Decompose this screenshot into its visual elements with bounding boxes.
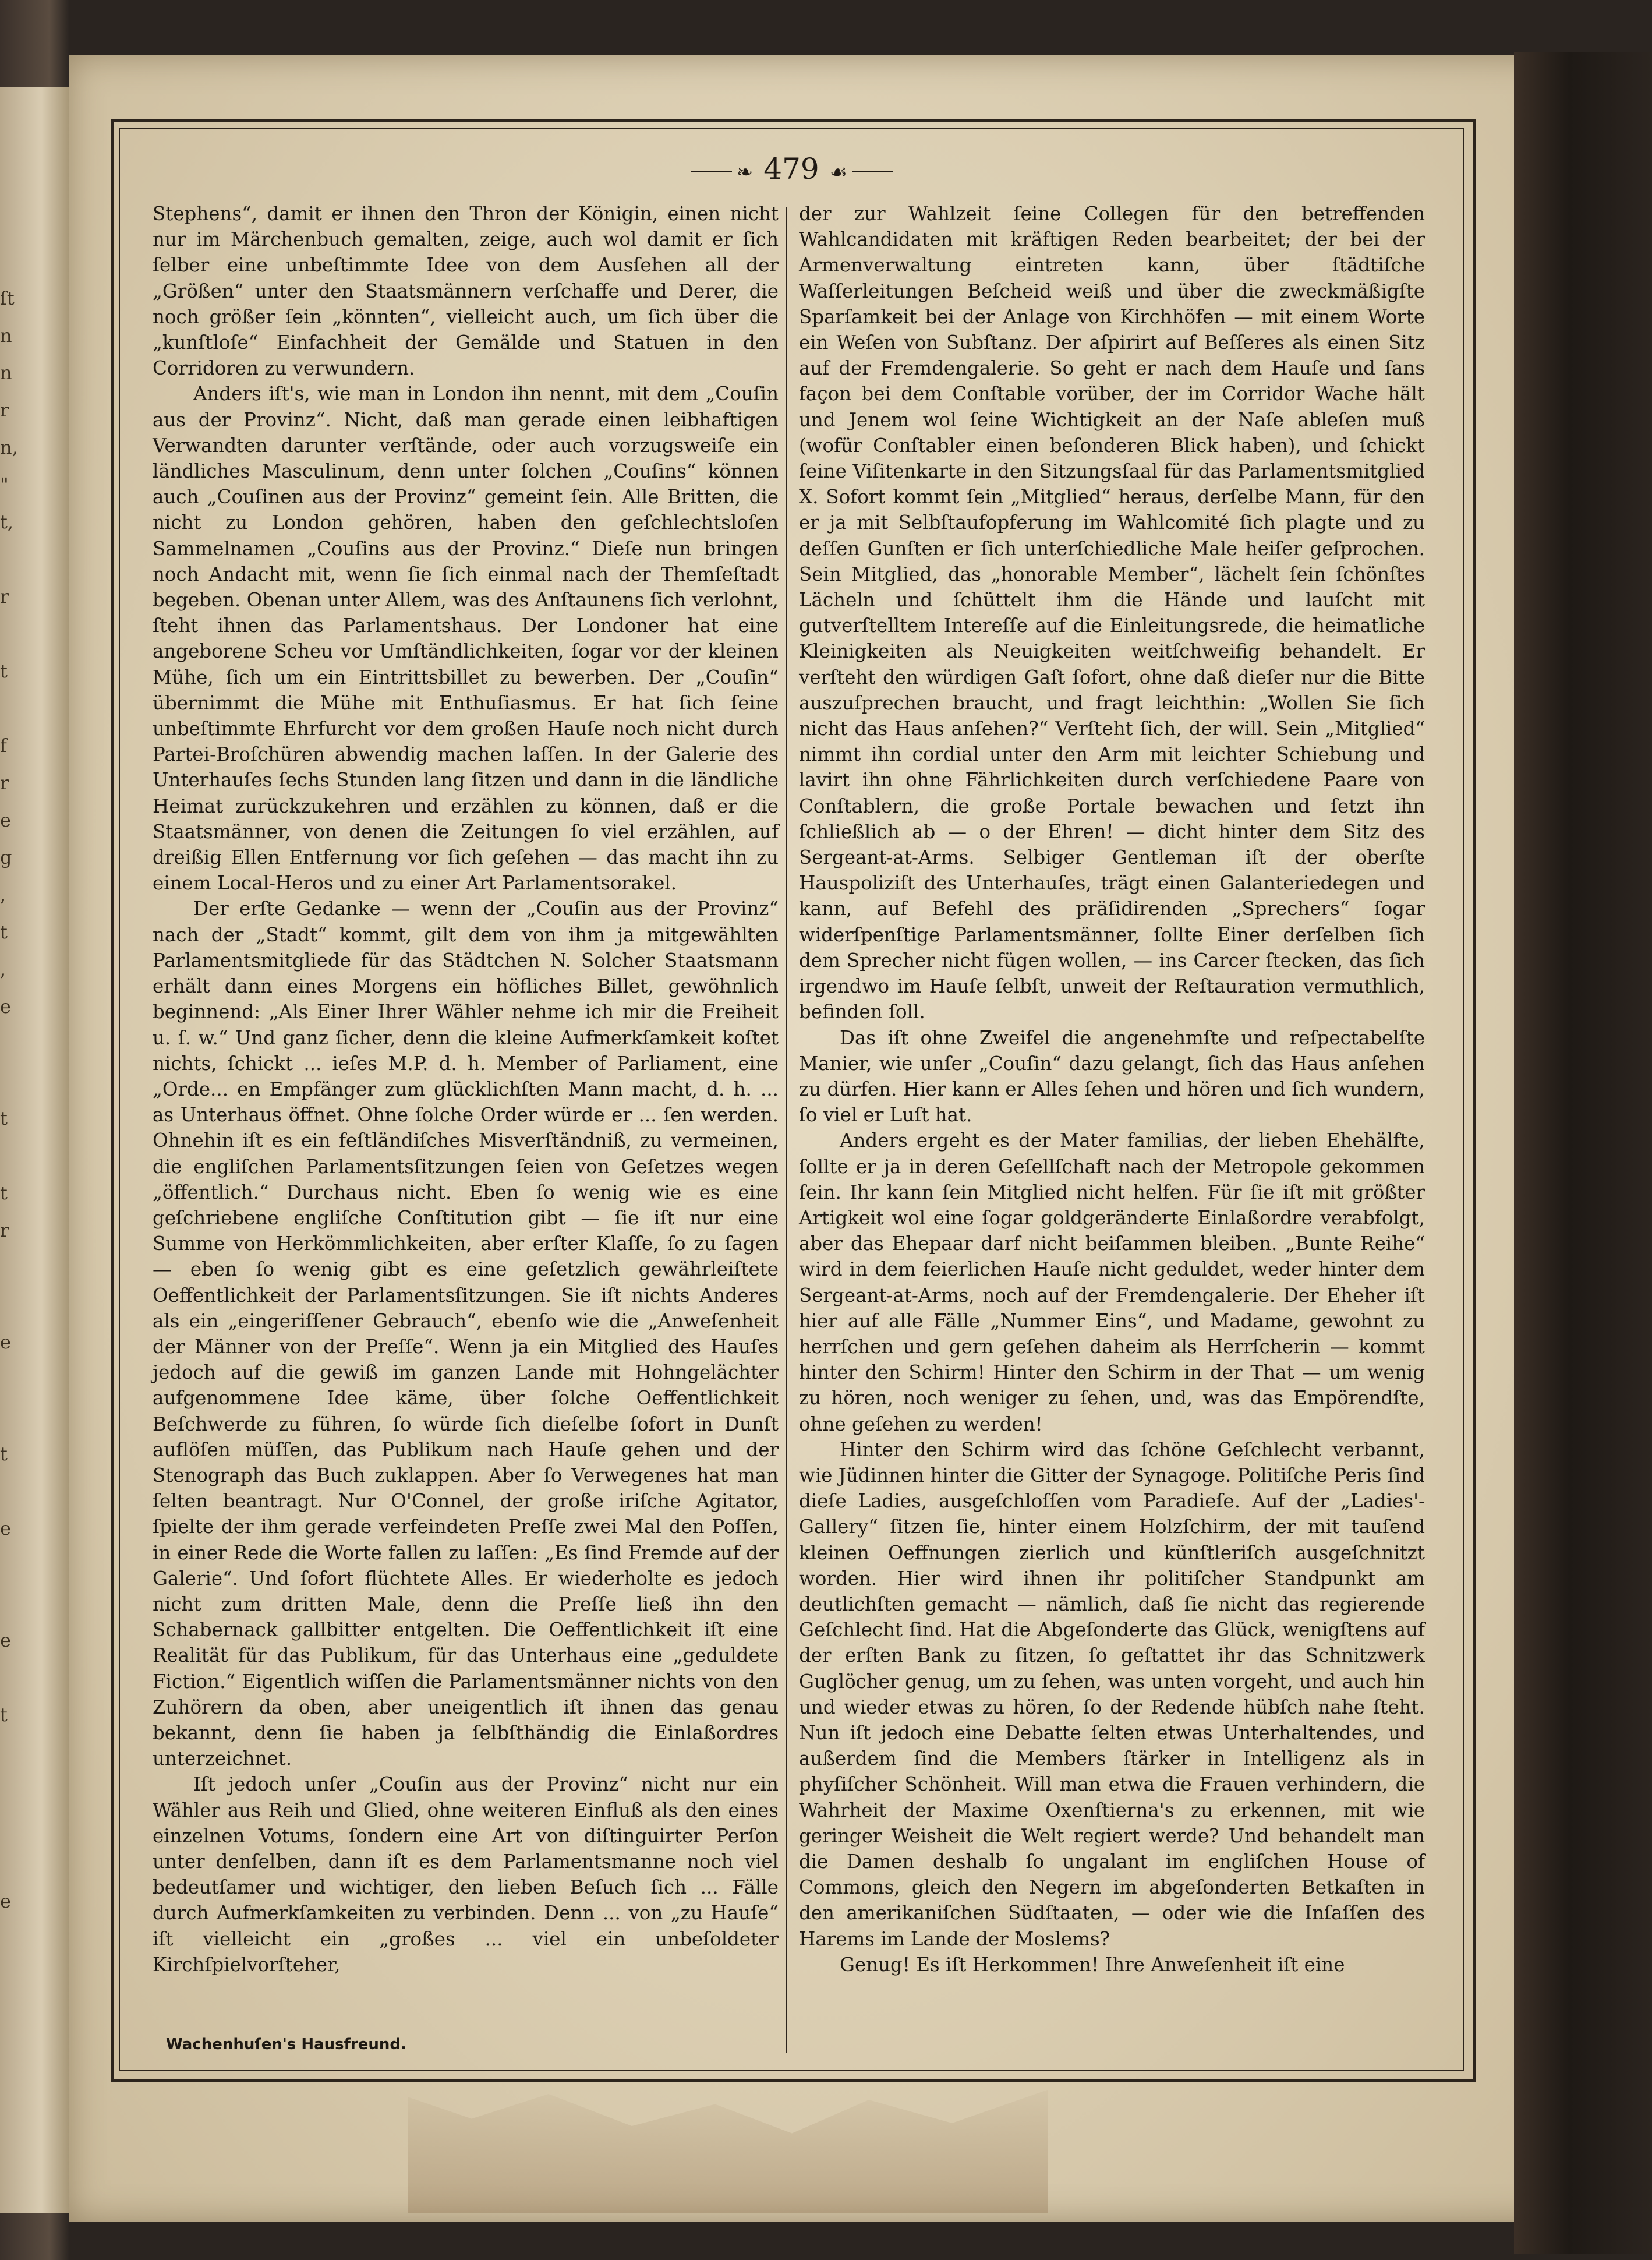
right-column-paragraph: Genug! Es iſt Herkommen! Ihre Anweſenheit iſt eine: [840, 1953, 1345, 1976]
header-ornament-left: ❧: [736, 161, 754, 184]
left-column-paragraph: Iſt jedoch unſer „Couſin aus der Provinz“ nicht nur ein Wähler aus Reih und Glied, ohne weiteren Einfluß als den eines einzelnen Votums, ſondern eine Art von diſtinguirter Perſon unter denſelben, dann iſt es dem Parlamentsmanne noch viel bedeutſamer und wichtiger, den lieben Beſuch ſich ... Fälle durch Aufmerkſamkeiten zu verbinden. Denn ... von „zu Hauſe“ iſt vielleicht ein „großes ... viel ein unbeſoldeter Kirchſpielvorſteher,: [153, 1773, 779, 1976]
left-column-paragraph: Stephens“, damit er ihnen den Thron der Königin, einen nicht nur im Märchenbuch gemalten, zeige, auch wol damit er ſich ſelber eine unbeſtimmte Idee von dem Ausſehen all der „Größen“ unter den Staatsmännern verſchaffe und Derer, die noch größer ſein „könnten“, vielleicht auch, um ſich über die „kunſtloſe“ Einfachheit der Gemälde und Statuen in den Corridoren zu verwundern.: [153, 203, 779, 380]
left-column-paragraph: Der erſte Gedanke — wenn der „Couſin aus der Provinz“ nach der „Stadt“ kommt, gilt dem von ihm ja mitgewählten Parlamentsmitgliede für das Städtchen N. Solcher Staatsmann erhält dann eines Morgens ein höfliches Billet, gewöhnlich beginnend: „Als Einer Ihrer Wähler nehme ich mir die Freiheit u. ſ. w.“ Und ganz ſicher, denn die kleine Aufmerkſamkeit koſtet nichts, ſchickt ... ieſes M.P. d. h. Member of Parliament, eine „Orde... en Empfänger zum glücklichſten Mann macht, d. h. ... as Unterhaus öffnet. Ohne ſolche Order würde er ... ſen werden. Ohnehin iſt es ein feſtländiſches Misverſtändniß, zu vermeinen, die engliſchen Parlamentsſitzungen ſeien von Geſetzes wegen „öffentlich.“ Durchaus nicht. Eben ſo wenig wie es eine geſchriebene engliſche Conſtitution gibt — ſie iſt nur eine Summe von Herkömmlichkeiten, aber erſter Klaſſe, ſo zu ſagen — eben ſo wenig gibt es eine geſetzlich gewährleiſtete Oeffentlichkeit der Parlamentsſitzungen. Sie iſt nichts Anderes als ein „eingeriſſener Gebrauch“, ebenſo wie die „Anweſenheit der Männer von der Preſſe“. Wenn ja ein Mitglied des Hauſes jedoch auf die gewiß im ganzen Lande mit Hohngelächter aufgenommene Idee käme, über ſolche Oeffentlichkeit Beſchwerde zu führen, ſo würde ſich dieſelbe ſofort in Dunſt auflöſen müſſen, das Publikum nach Hauſe gehen und der Stenograph das Buch zuklappen. Aber ſo Verwegenes hat man ſelten beantragt. Nur O'Connel, der große iriſche Agitator, ſpielte der ihm gerade verfeindeten Preſſe zwei Mal den Poſſen, in einer Rede die Worte fallen zu laſſen: „Es ſind Fremde auf der Galerie“. Und ſofort flüchtete Alles. Er wiederholte es jedoch nicht zum dritten Male, denn die Preſſe ließ ihn den Schabernack gallbitter entgelten. Die Oeffentlichkeit iſt eine Realität für das Publikum, für das Unterhaus eine „geduldete Fiction.“ Eigentlich wiſſen die Parlamentsmänner nichts von den Zuhörern da oben, aber uneigentlich iſt ihnen das genau bekannt, denn ſie haben ja ſelbſthändig die Einlaßordres unterzeichnet.: [153, 898, 779, 1770]
spine-shadow: [1514, 52, 1652, 2254]
header-rule-left: [691, 171, 732, 172]
header-ornament-right: ☙: [829, 161, 848, 184]
right-column-paragraph: Hinter den Schirm wird das ſchöne Geſchlecht verbannt, wie Jüdinnen hinter die Gitter der Synagoge. Politiſche Peris ſind dieſe Ladies, ausgeſchloſſen vom Paradieſe. Auf der „Ladies'-Gallery“ ſitzen ſie, hinter einem Holzſchirm, der mit tauſend kleinen Oeffnungen zierlich und künſtleriſch ausgeſchnitzt worden. Hier wird ihnen ihr politiſcher Standpunkt am deutlichſten gemacht — nämlich, daß ſie nicht das regierende Geſchlecht ſind. Hat die Abgeſonderte das Glück, wenigſtens auf der erſten Bank zu ſitzen, ſo geſtattet ihr das Schnitzwerk Guglöcher genug, um zu ſehen, was unten vorgeht, und auch hin und wieder etwas zu hören, ſo der Redende hübſch nahe ſteht. Nun iſt jedoch eine Debatte ſelten etwas Unterhaltendes, und außerdem ſind die Members ſtärker in Intelligenz als in phyſiſcher Schönheit. Will man etwa die Frauen verhindern, die Wahrheit der Maxime Oxenſtierna's zu erkennen, mit wie geringer Weisheit die Welt regiert werde? Und behandelt man die Damen deshalb ſo ungalant im engliſchen House of Commons, gleich den Negern im abgeſonderten Betkaſten in den amerikaniſchen Südſtaaten, — oder wie die Inſaſſen des Harems im Lande der Moslems?: [799, 1438, 1425, 1950]
column-divider: [786, 207, 787, 2053]
page-number: 479: [763, 152, 819, 186]
right-column: [799, 201, 1425, 1978]
left-column: [153, 201, 779, 1978]
left-edge-fragments: ſt n n r n, " t, r t f r e g , t , e t t r e t e e t e: [0, 287, 18, 1912]
page-header: [687, 146, 897, 192]
left-column-paragraph: Anders iſt's, wie man in London ihn nennt, mit dem „Couſin aus der Provinz“. Nicht, daß man gerade einen leibhaftigen Verwandten darunter verſtände, oder auch vorzugsweiſe ein ländliches Masculinum, denn unter ſolchen „Couſins“ können auch „Couſinen aus der Provinz“ gemeint ſein. Alle Britten, die nicht zu London gehören, haben den geſchlechtsloſen Sammelnamen „Couſins aus der Provinz.“ Dieſe nun bringen noch Andacht mit, wenn ſie ſich einmal nach der Themſeſtadt begeben. Obenan unter Allem, was des Anſtaunens ſich verlohnt, ſteht ihnen das Parlamentshaus. Der Londoner hat eine angeborene Scheu vor Umſtändlichkeiten, ſogar vor der kleinen Mühe, ſich um ein Eintrittsbillet zu bewerben. Der „Couſin“ übernimmt die Mühe mit Enthuſiasmus. Er hat ſich ſeine unbeſtimmte Ehrfurcht vor dem großen Hauſe noch nicht durch Partei-Broſchüren abwendig machen laſſen. In der Galerie des Unterhauſes ſechs Stunden lang ſitzen und dann in die ländliche Heimat zurückzukehren und erzählen zu können, daß er die Staatsmänner, von denen die Zeitungen ſo viel erzählen, auf dreißig Ellen Entfernung vor ſich geſehen — das macht ihn zu einem Local-Heros und zu einer Art Parlamentsorakel.: [153, 383, 779, 895]
header-rule-right: [852, 171, 893, 172]
right-column-paragraph: der zur Wahlzeit ſeine Collegen für den betreffenden Wahlcandidaten mit kräftigen Reden bearbeitet; der bei der Armenverwaltung eintreten kann, über ſtädtiſche Waſſerleitungen Beſcheid weiß und über die zweckmäßigſte Sparſamkeit bei der Anlage von Kirchhöfen — mit einem Worte ein Weſen von Subſtanz. Der aſpirirt auf Beſſeres als einen Sitz auf der Fremdengalerie. So geht er nach dem Hauſe und ſans façon bei dem Conſtable vorüber, der im Corridor Wache hält und Jenem wol ſeine Wichtigkeit an der Naſe ableſen muß (wofür Conſtabler einen beſonderen Blick haben), und ſchickt ſeine Viſitenkarte in den Sitzungsſaal für das Parlamentsmitglied X. Sofort kommt ſein „Mitglied“ heraus, derſelbe Mann, für den er ja mit Selbſtaufopferung im Wahlcomité ſich plagte und zu deſſen Gunſten er ſich unterſchiedliche Male heiſer geſprochen. Sein Mitglied, das „honorable Member“, lächelt ſein ſchönſtes Lächeln und ſchüttelt ihm die Hände und lauſcht mit gutverſtelltem Intereſſe auf die Einleitungsrede, die heimatliche Kleinigkeiten als Neuigkeiten weitſchweifig behandelt. Er verſteht den würdigen Gaſt ſofort, ohne daß dieſer nur die Bitte auszuſprechen braucht, und fragt leichthin: „Wollen Sie ſich nicht das Haus anſehen?“ Verſteht ſich, der will. Sein „Mitglied“ nimmt ihn cordial unter den Arm mit leichter Schiebung und lavirt ihn ohne Fährlichkeiten durch verſchiedene Paare von Conſtablern, die große Portale bewachen und ſetzt ihn ſchließlich ab — o der Ehren! — dicht hinter dem Sitz des Sergeant-at-Arms. Selbiger Gentleman iſt der oberſte Hauspoliziſt des Unterhauſes, trägt einen Galanteriedegen und kann, auf Befehl des präſidirenden „Sprechers“ ſogar widerſpenſtige Parlamentsmänner, ſollte Einer derſelben ſich dem Sprecher nicht fügen wollen, — ins Carcer ſtecken, das ſich irgendwo im Hauſe ſelbſt, unweit der Reſtauration vermuthlich, befinden ſoll.: [799, 203, 1425, 1023]
right-column-paragraph: Das iſt ohne Zweifel die angenehmſte und reſpectabelſte Manier, wie unſer „Couſin“ dazu gelangt, ſich das Haus anſehen zu dürfen. Hier kann er Alles ſehen und hören und ſich wundern, ſo viel er Luſt hat.: [799, 1026, 1425, 1127]
footer-signature: Wachenhuſen's Hausfreund.: [166, 2036, 406, 2053]
left-page-edge: [0, 87, 69, 2213]
right-column-paragraph: Anders ergeht es der Mater familias, der lieben Ehehälfte, ſollte er ja in deren Geſellſchaft nach der Metropole gekommen ſein. Ihr kann ſein Mitglied nicht helfen. Für ſie iſt mit größter Artigkeit wol eine ſogar goldgeränderte Einlaßordre verabfolgt, aber das Ehepaar darf nicht beiſammen bleiben. „Bunte Reihe“ wird in dem feierlichen Hauſe nicht geduldet, weder hinter dem Sergeant-at-Arms, noch auf der Fremdengalerie. Der Eheher iſt hier auf alle Fälle „Nummer Eins“, und Madame, gewohnt zu herrſchen und gern geſehen daheim als Herrſcherin — kommt hinter den Schirm! Hinter den Schirm in der That — um wenig zu hören, noch weniger zu ſehen, und, was das Empörendſte, ohne geſehen zu werden!: [799, 1129, 1425, 1435]
